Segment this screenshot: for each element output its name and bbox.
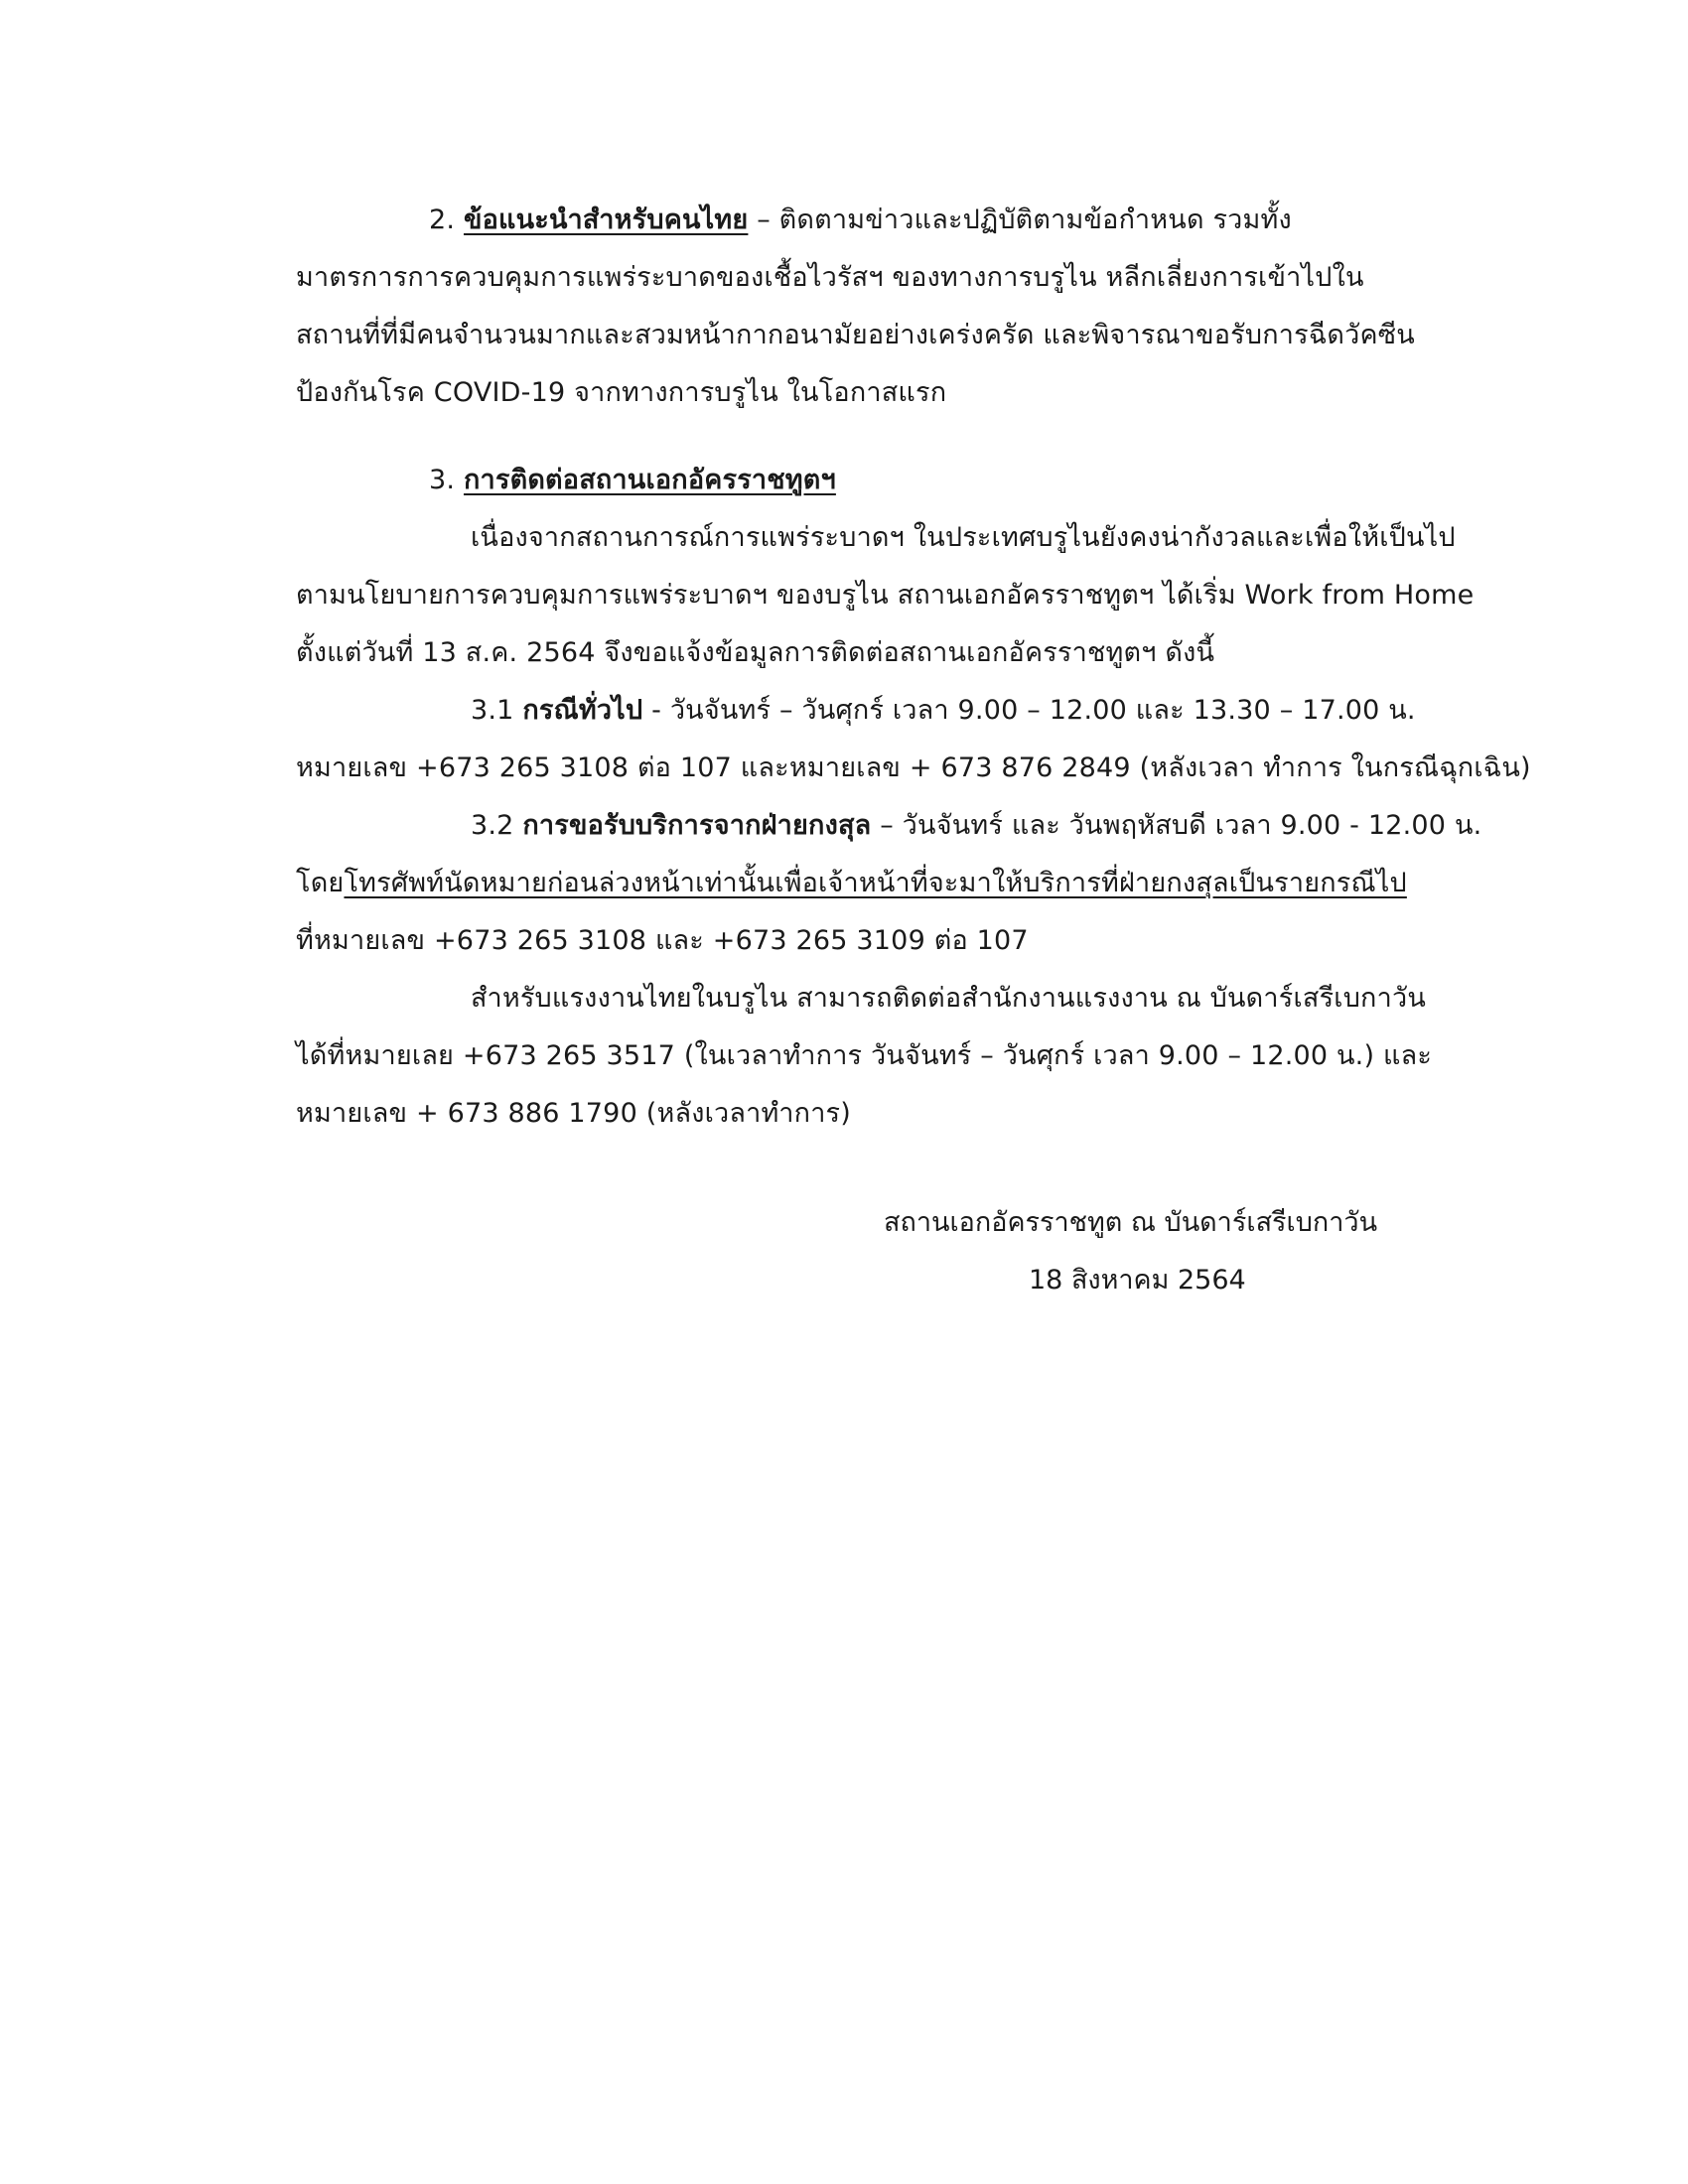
signature-date: 18 สิงหาคม 2564 xyxy=(1029,1265,1246,1296)
section-2-line-4: ป้องกันโรค COVID-19 จากทางการบรูไน ในโอกาสแรก xyxy=(296,377,947,408)
item-3-2-hours: – วันจันทร์ และ วันพฤหัสบดี เวลา 9.00 - 12.00 น. xyxy=(871,810,1482,841)
section-2-line-3: สถานที่ที่มีคนจำนวนมากและสวมหน้ากากอนามัยอย่างเคร่งครัด และพิจารณาขอรับการฉีดวัคซีน xyxy=(296,320,1415,350)
item-3-1-hours: - วันจันทร์ – วันศุกร์ เวลา 9.00 – 12.00 และ 13.30 – 17.00 น. xyxy=(642,695,1416,726)
item-3-2-title: การขอรับบริการจากฝ่ายกงสุล xyxy=(522,810,872,841)
item-3-1-number: 3.1 xyxy=(471,695,523,726)
item-3-2-line-1 xyxy=(471,806,1481,846)
section-2-number: 2. xyxy=(429,205,456,235)
section-2-heading: ข้อแนะนำสำหรับคนไทย xyxy=(463,205,749,235)
section-3-para-line-1: เนื่องจากสถานการณ์การแพร่ระบาดฯ ในประเทศบรูไนยังคงน่ากังวลและเพื่อให้เป็นไป xyxy=(471,522,1456,553)
item-3-2-line-2 xyxy=(296,864,1407,903)
labour-line-3: หมายเลข + 673 886 1790 (หลังเวลาทำการ) xyxy=(296,1098,851,1129)
item-3-1-line-2: หมายเลข +673 265 3108 ต่อ 107 และหมายเลข + 673 876 2849 (หลังเวลา ทำการ ในกรณีฉุกเฉิน) xyxy=(296,752,1531,783)
section-3-number: 3. xyxy=(429,465,456,495)
item-3-2-appointment-note: โทรศัพท์นัดหมายก่อนล่วงหน้าเท่านั้นเพื่อเจ้าหน้าที่จะมาให้บริการที่ฝ่ายกงสุลเป็นรายกรณีไป xyxy=(344,868,1407,898)
item-3-2-number: 3.2 xyxy=(471,810,523,841)
item-3-2-prefix: โดย xyxy=(296,868,345,898)
labour-line-1: สำหรับแรงงานไทยในบรูไน สามารถติดต่อสำนักงานแรงงาน ณ บันดาร์เสรีเบกาวัน xyxy=(471,983,1426,1014)
section-3-para-line-2: ตามนโยบายการควบคุมการแพร่ระบาดฯ ของบรูไน สถานเอกอัครราชทูตฯ ได้เริ่ม Work from Home xyxy=(296,580,1475,611)
section-2-lead-text: – ติดตามข่าวและปฏิบัติตามข้อกำหนด รวมทั้ง xyxy=(748,205,1292,235)
section-2-line-2: มาตรการการควบคุมการแพร่ระบาดของเชื้อไวรัสฯ ของทางการบรูไน หลีกเลี่ยงการเข้าไปใน xyxy=(296,262,1364,293)
section-3-heading: การติดต่อสถานเอกอัครราชทูตฯ xyxy=(463,465,836,495)
item-3-2-line-3: ที่หมายเลข +673 265 3108 และ +673 265 3109 ต่อ 107 xyxy=(296,925,1029,956)
item-3-1-line-1 xyxy=(471,691,1416,731)
labour-line-2: ได้ที่หมายเลย +673 265 3517 (ในเวลาทำการ วันจันทร์ – วันศุกร์ เวลา 9.00 – 12.00 น.) และ xyxy=(296,1040,1433,1071)
item-3-1-title: กรณีทั่วไป xyxy=(522,695,643,726)
section-3-heading-line xyxy=(429,461,836,500)
section-3-para-line-3: ตั้งแต่วันที่ 13 ส.ค. 2564 จึงขอแจ้งข้อมูลการติดต่อสถานเอกอัครราชทูตฯ ดังนี้ xyxy=(296,637,1215,668)
section-2-first-line xyxy=(429,201,1292,240)
signature-organization: สถานเอกอัครราชทูต ณ บันดาร์เสรีเบกาวัน xyxy=(884,1207,1378,1238)
